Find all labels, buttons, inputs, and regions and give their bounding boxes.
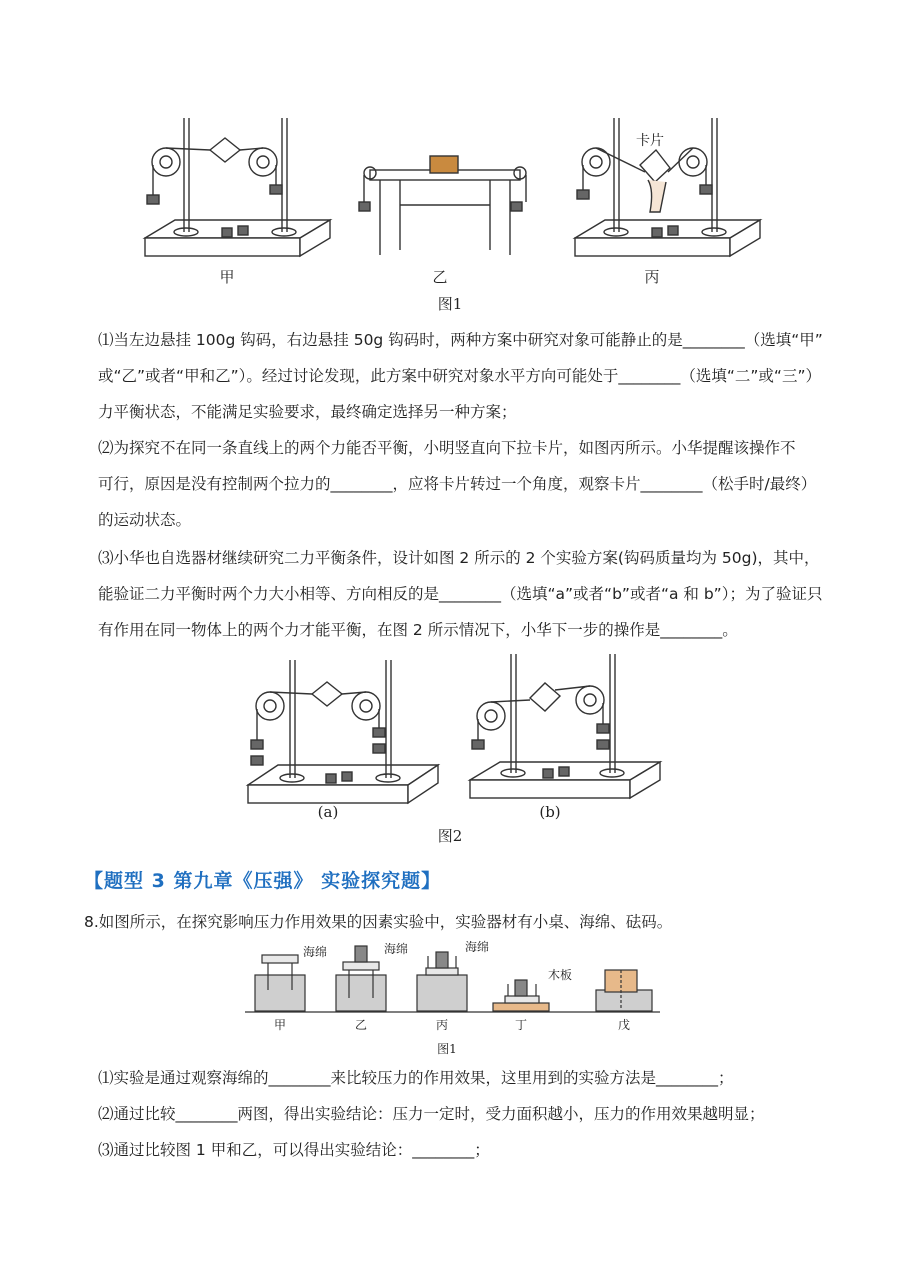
q7-part3-line2: 能验证二力平衡时两个力大小相等、方向相反的是________（选填“a”或者“b”或者“a 和 b”）；为了验证只 xyxy=(98,585,823,603)
q8-part2: ⑵通过比较________两图，得出实验结论：压力一定时，受力面积越小，压力的作用效果越明显； xyxy=(98,1105,765,1123)
fig1-label-bing: 丙 xyxy=(644,268,660,286)
q8-board-label: 木板 xyxy=(547,968,572,982)
fig1-label-yi: 乙 xyxy=(432,268,448,286)
q7-part2-line3: 的运动状态。 xyxy=(98,511,192,529)
q8-fig-label-ding: 丁 xyxy=(514,1018,527,1032)
q8-part1: ⑴实验是通过观察海绵的________来比较压力的作用效果，这里用到的实验方法是________； xyxy=(98,1069,734,1087)
q8-part3: ⑶通过比较图 1 甲和乙，可以得出实验结论：________； xyxy=(98,1141,490,1159)
q8-sponge-label-1: 海绵 xyxy=(302,945,327,959)
q8-fig-caption: 图1 xyxy=(437,1042,457,1056)
q7-part1-line3: 力平衡状态，不能满足实验要求，最终确定选择另一种方案； xyxy=(98,403,517,421)
q7-part1-line2: 或“乙”或者“甲和乙”）。经过讨论发现，此方案中研究对象水平方向可能处于________（选填“二”或“三”） xyxy=(98,367,821,385)
q7-part2-line2: 可行，原因是没有控制两个拉力的________，应将卡片转过一个角度，观察卡片________（松手时/最终） xyxy=(98,475,817,493)
q7-part3-line1: ⑶小华也自选器材继续研究二力平衡条件，设计如图 2 所示的 2 个实验方案(钩码质量均为 50g)，其中， xyxy=(98,549,820,567)
q8-fig-label-bing: 丙 xyxy=(435,1018,448,1032)
fig1-label-jia: 甲 xyxy=(219,268,235,286)
q7-part1-line1: ⑴当左边悬挂 100g 钩码，右边悬挂 50g 钩码时，两种方案中研究对象可能静止的是________（选填“甲” xyxy=(98,331,823,349)
q7-part2-line1: ⑵为探究不在同一条直线上的两个力能否平衡，小明竖直向下拉卡片，如图丙所示。小华提醒该操作不 xyxy=(98,439,796,457)
q8-fig-label-jia: 甲 xyxy=(273,1018,286,1032)
q7-part3-line3: 有作用在同一物体上的两个力才能平衡，在图 2 所示情况下，小华下一步的操作是________。 xyxy=(98,621,738,639)
q8-fig-label-wu: 戊 xyxy=(617,1018,630,1032)
section-title: 【题型 3 第九章《压强》 实验探究题】 xyxy=(84,870,442,892)
q8-parts xyxy=(98,1060,828,1168)
fig2-label-a: (a) xyxy=(317,803,339,821)
fig1-caption: 图1 xyxy=(437,295,463,313)
q8-sponge-label-2: 海绵 xyxy=(383,942,408,956)
q8-fig-label-yi: 乙 xyxy=(354,1018,367,1032)
fig2-caption: 图2 xyxy=(437,827,463,845)
q8-stem: 8.如图所示，在探究影响压力作用效果的因素实验中，实验器材有小桌、海绵、砝码。 xyxy=(84,913,673,931)
fig2-label-b: (b) xyxy=(539,803,561,821)
fig1-card-label: 卡片 xyxy=(636,133,664,149)
q8-sponge-label-3: 海绵 xyxy=(464,940,489,954)
